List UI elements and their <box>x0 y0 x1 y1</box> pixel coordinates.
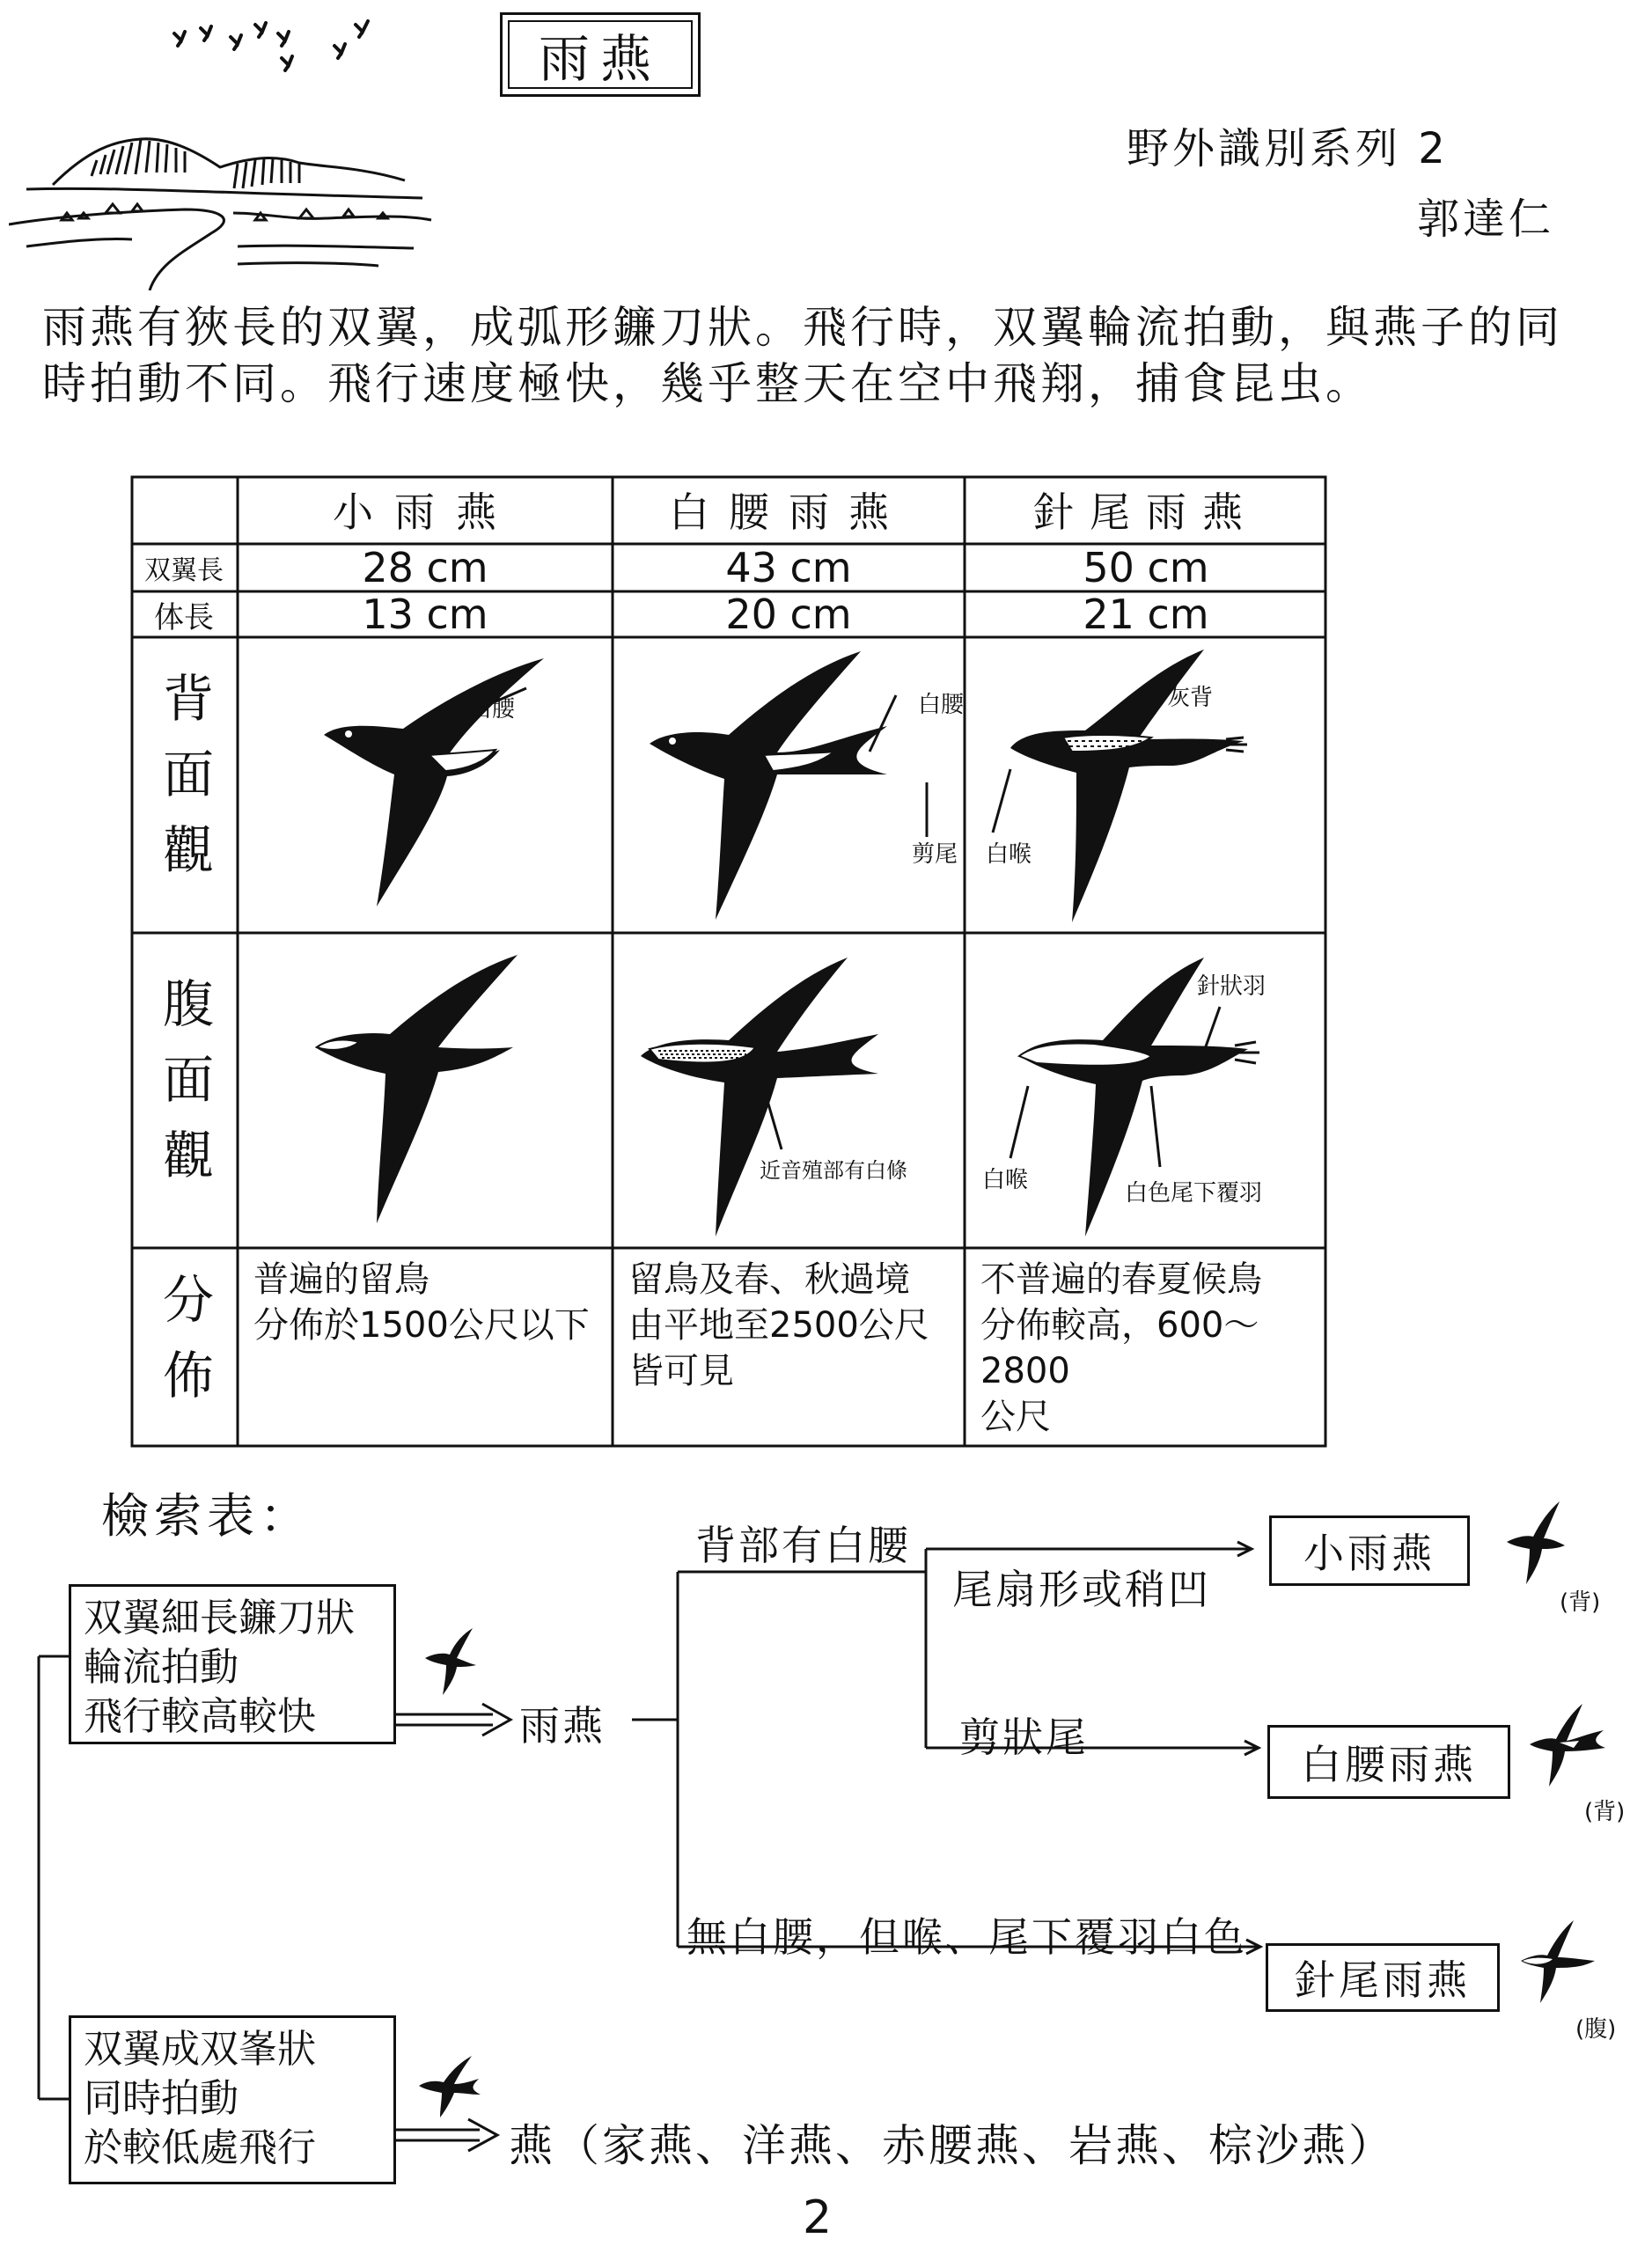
key-result-swift: 雨燕 <box>519 1702 606 1750</box>
key-branch-white-rump: 背部有白腰 <box>695 1522 911 1569</box>
note-needletail-back: 灰背 <box>1167 685 1214 711</box>
key-output-little-swift: 小雨燕 <box>1269 1515 1470 1586</box>
tag-dorsal-2: (背) <box>1584 1799 1626 1825</box>
arrow-line <box>757 1091 792 1153</box>
tag-dorsal-1: (背) <box>1560 1589 1601 1616</box>
key-title: 檢索表： <box>101 1488 312 1544</box>
row-label-ventral-view: 腹面觀 <box>154 977 214 1204</box>
wingspan-value-1: 28 cm <box>362 544 488 591</box>
note-house-swift-rump: 白腰 <box>918 692 965 718</box>
mountain-landscape-drawing <box>9 114 449 290</box>
series-label: 野外識別系列 2 <box>1127 124 1449 173</box>
note-house-swift-vent: 近音殖部有白條 <box>760 1158 907 1183</box>
key-branch-forked-tail: 剪狀尾 <box>959 1714 1089 1761</box>
key-branch-fan-tail: 尾扇形或稍凹 <box>952 1566 1211 1613</box>
flock-of-birds-drawing <box>158 7 387 77</box>
key-branch-no-white-rump: 無白腰，但喉、尾下覆羽白色 <box>686 1913 1247 1961</box>
house-swift-dorsal-drawing <box>632 642 922 924</box>
author-name: 郭達仁 <box>1417 194 1555 244</box>
wingspan-value-2: 43 cm <box>725 544 852 591</box>
arrow-line <box>1120 686 1173 730</box>
arrow-line <box>1002 1082 1037 1162</box>
house-swift-icon <box>1524 1700 1612 1788</box>
arrow-line <box>1193 1003 1229 1065</box>
species-header-2: 白腰雨燕 <box>669 488 908 536</box>
note-needletail-spines: 針狀羽 <box>1197 973 1267 1000</box>
row-label-wingspan: 双翼長 <box>144 555 224 586</box>
needletail-icon <box>1516 1917 1604 2005</box>
distribution-2: 留鳥及春、秋過境 由平地至2500公尺 皆可見 <box>628 1259 929 1391</box>
needletail-dorsal-drawing <box>988 642 1279 924</box>
note-needletail-undertail: 白色尾下覆羽 <box>1125 1180 1263 1207</box>
swift-silhouette-icon <box>418 1626 480 1697</box>
arrow-line <box>984 766 1019 836</box>
little-swift-dorsal-drawing <box>306 651 588 915</box>
row-label-body-length: 体長 <box>154 599 214 635</box>
key-box-swallow-traits: 双翼成双峯狀 同時拍動 於較低處飛行 <box>69 2015 396 2184</box>
note-little-swift-rump: 白腰 <box>469 696 516 723</box>
key-result-swallows: 燕（家燕、洋燕、赤腰燕、岩燕、棕沙燕） <box>509 2120 1395 2171</box>
comparison-table <box>130 475 1327 1448</box>
wingspan-value-3: 50 cm <box>1083 544 1209 591</box>
key-box-swift-traits: 双翼細長鐮刀狀 輪流拍動 飛行較高較快 <box>69 1584 396 1744</box>
body-length-value-2: 20 cm <box>725 591 852 638</box>
distribution-1: 普遍的留鳥 分佈於1500公尺以下 <box>253 1259 590 1346</box>
arrow-line <box>861 690 914 760</box>
row-label-distribution: 分佈 <box>154 1272 214 1424</box>
little-swift-icon <box>1501 1498 1581 1586</box>
arrow-line <box>1142 1082 1178 1171</box>
body-length-value-1: 13 cm <box>362 591 488 638</box>
species-header-3: 針尾雨燕 <box>1033 488 1259 536</box>
title-box <box>500 12 701 97</box>
note-needletail-throat-ventral: 白喉 <box>982 1167 1029 1193</box>
note-house-swift-tail: 剪尾 <box>912 841 958 868</box>
body-length-value-3: 21 cm <box>1083 591 1209 638</box>
little-swift-ventral-drawing <box>297 950 579 1232</box>
page-number: 2 <box>803 2191 833 2244</box>
intro-paragraph: 雨燕有狹長的双翼，成弧形鐮刀狀。飛行時，双翼輪流拍動，與燕子的同時拍動不同。飛行速度極快，幾乎整天在空中飛翔，捕食昆虫。 <box>42 302 1563 409</box>
arrow-line <box>918 779 936 840</box>
distribution-3: 不普遍的春夏候鳥 分佈較高，600～2800 公尺 <box>980 1259 1262 1437</box>
note-needletail-throat: 白喉 <box>986 841 1032 868</box>
page-title: 雨燕 <box>538 29 662 89</box>
swallow-silhouette-icon <box>414 2051 484 2121</box>
key-output-house-swift: 白腰雨燕 <box>1267 1725 1510 1799</box>
tag-ventral-3: (腹) <box>1575 2016 1617 2043</box>
row-label-dorsal-view: 背面觀 <box>154 671 214 899</box>
key-output-needletail: 針尾雨燕 <box>1266 1943 1500 2012</box>
species-header-1: 小雨燕 <box>333 488 518 536</box>
